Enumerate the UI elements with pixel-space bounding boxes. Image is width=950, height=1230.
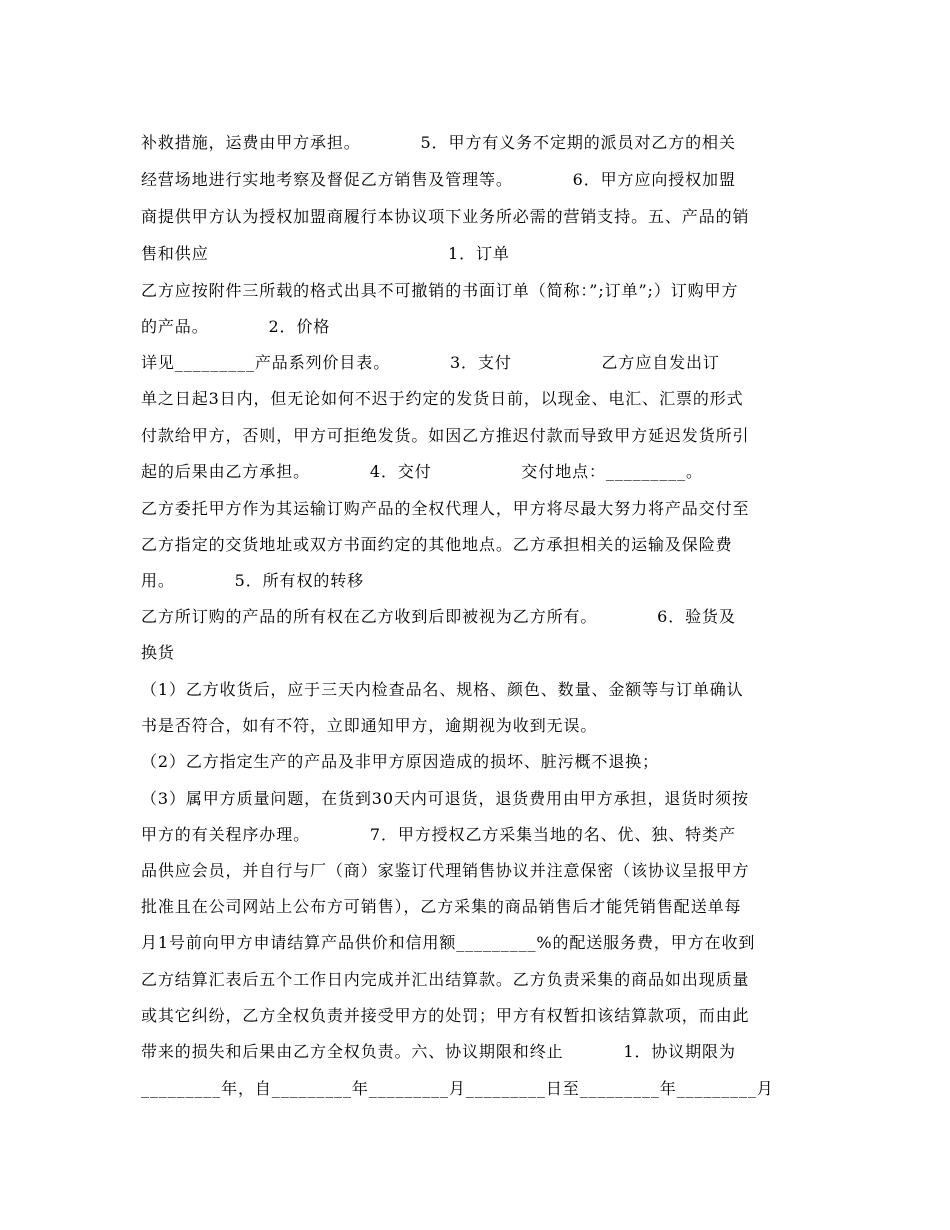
text-line: （3）属甲方质量问题，在货到30天内可退货，退货费用由甲方承担，退货时须按 [141,789,749,808]
text-line: （1）乙方收货后，应于三天内检查品名、规格、颜色、数量、金额等与订单确认 [141,680,744,699]
text-line: （2）乙方指定生产的产品及非甲方原因造成的损坏、脏污概不退换； [141,752,660,771]
text-line: 售和供应 1．订单 [141,244,510,263]
text-line: 起的后果由乙方承担。 4．交付 交付地点：_________。 [141,462,703,481]
text-line: 单之日起3日内，但无论如何不迟于约定的发货日前，以现金、电汇、汇票的形式 [141,389,744,408]
text-line: 换货 [141,643,175,662]
text-line: 乙方所订购的产品的所有权在乙方收到后即被视为乙方所有。 6．验货及 [141,607,736,626]
text-line: 乙方委托甲方作为其运输订购产品的全权代理人，甲方将尽最大努力将产品交付至 [141,499,750,518]
text-line: 详见_________产品系列价目表。 3．支付 乙方应自发出订 [141,353,720,372]
text-line: 乙方指定的交货地址或双方书面约定的其他地点。乙方承担相关的运输及保险费 [141,535,733,554]
text-line: 补救措施，运费由甲方承担。 5．甲方有义务不定期的派员对乙方的相关 [141,133,736,152]
text-line: 乙方应按附件三所载的格式出具不可撤销的书面订单（简称：”;订单”;）订购甲方 [141,281,739,300]
text-line: 带来的损失和后果由乙方全权负责。六、协议期限和终止 1．协议期限为 [141,1042,736,1061]
text-line: 经营场地进行实地考察及督促乙方销售及管理等。 6．甲方应向授权加盟 [141,170,736,189]
text-line: 商提供甲方认为授权加盟商履行本协议项下业务所必需的营销支持。五、产品的销 [141,207,750,226]
text-line: 品供应会员，并自行与厂（商）家鉴订代理销售协议并注意保密（该协议呈报甲方 [141,861,750,880]
text-line: 乙方结算汇表后五个工作日内完成并汇出结算款。乙方负责采集的商品如出现质量 [141,970,750,989]
text-line: 或其它纠纷，乙方全权负责并接受甲方的处罚；甲方有权暂扣该结算款项，而由此 [141,1006,750,1025]
text-line: 付款给甲方，否则，甲方可拒绝发货。如因乙方推迟付款而导致甲方延迟发货所引 [141,426,750,445]
text-line: 甲方的有关程序办理。 7．甲方授权乙方采集当地的名、优、独、特类产 [141,825,736,844]
text-line: _________年，自_________年_________月_________日至_________年_________月 [141,1079,774,1098]
text-line: 用。 5．所有权的转移 [141,571,365,590]
text-line: 月1号前向甲方申请结算产品供价和信用额_________%的配送服务费，甲方在收到 [141,933,756,952]
text-line: 批准且在公司网站上公布方可销售），乙方采集的商品销售后才能凭销售配送单每 [141,897,742,916]
text-line: 的产品。 2．价格 [141,317,331,336]
text-line: 书是否符合，如有不符，立即通知甲方，逾期视为收到无误。 [141,716,598,735]
